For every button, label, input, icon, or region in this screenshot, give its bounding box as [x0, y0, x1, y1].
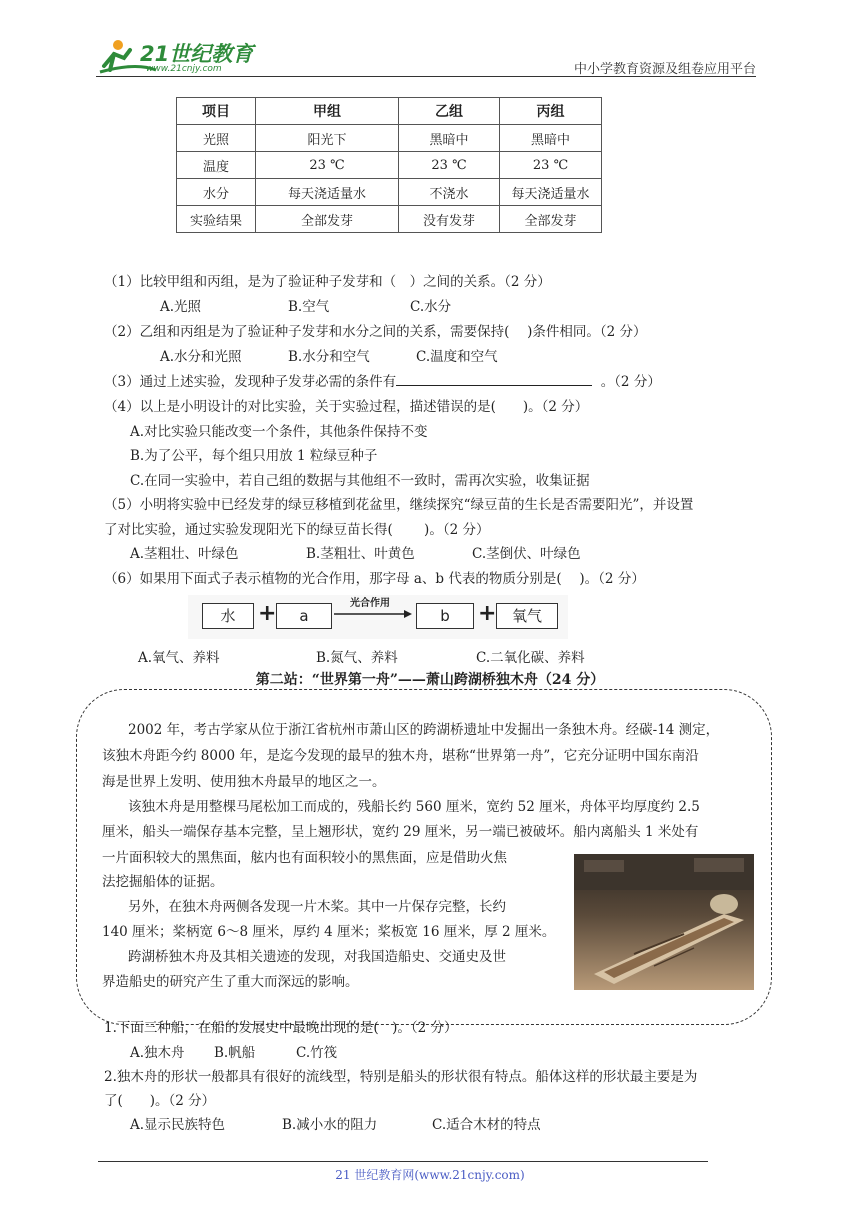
table-cell: 光照: [177, 125, 256, 152]
formula-box-b: b: [416, 603, 474, 629]
section2-question-2-stem-line2: 了( )。（2 分）: [104, 1093, 216, 1109]
q5-option-a[interactable]: A.茎粗壮、叶绿色: [130, 546, 239, 562]
table-cell: 没有发芽: [399, 206, 500, 233]
logo-url: www.21cnjy.com: [146, 64, 222, 74]
passage-line: 2002 年，考古学家从位于浙江省杭州市萧山区的跨湖桥遗址中发掘出一条独木舟。经碳-14 测定，: [128, 722, 720, 738]
table-row: [177, 206, 602, 233]
q5-option-b[interactable]: B.茎粗壮、叶黄色: [306, 546, 415, 562]
footer-text[interactable]: 21 世纪教育网(www.21cnjy.com): [335, 1168, 525, 1182]
question-5-stem-line2: 了对比实验，通过实验发现阳光下的绿豆苗长得( )。（2 分）: [104, 522, 490, 538]
q1-option-b[interactable]: B.空气: [288, 299, 330, 315]
q2-option-b[interactable]: B.水分和空气: [288, 349, 370, 365]
formula-box-a: a: [276, 603, 332, 629]
q1-option-c[interactable]: C.水分: [410, 299, 452, 315]
s2q1-option-c[interactable]: C.竹筏: [296, 1045, 338, 1061]
s2q1-option-b[interactable]: B.帆船: [214, 1045, 256, 1061]
passage-line: 一片面积较大的黑焦面，舷内也有面积较小的黑焦面，应是借助火焦: [102, 850, 507, 866]
question-5-stem-line1: （5）小明将实验中已经发芽的绿豆移植到花盆里，继续探究“绿豆苗的生长是否需要阳光”，并设置: [104, 497, 694, 513]
table-row: [177, 152, 602, 179]
passage-line: 厘米，船头一端保存基本完整，呈上翘形状，宽约 29 厘米，另一端已被破坏。船内离船头 1 米处有: [102, 824, 699, 840]
passage-line: 跨湖桥独木舟及其相关遗迹的发现，对我国造船史、交通史及世: [128, 949, 506, 965]
table-cell: 黑暗中: [399, 125, 500, 152]
table-cell: 黑暗中: [500, 125, 602, 152]
s2q2-option-c[interactable]: C.适合木材的特点: [432, 1117, 541, 1133]
section-2-title: 第二站：“世界第一舟”——萧山跨湖桥独木舟（24 分）: [255, 672, 605, 688]
table-cell: 每天浇适量水: [500, 179, 602, 206]
table-cell: 全部发芽: [500, 206, 602, 233]
formula-box-oxygen: 氧气: [496, 603, 558, 629]
q2-option-a[interactable]: A.水分和光照: [160, 349, 242, 365]
s2q2-option-a[interactable]: A.显示民族特色: [130, 1117, 226, 1133]
question-3-stem: （3）通过上述实验，发现种子发芽必需的条件有: [104, 374, 397, 390]
table-header-cell: 项目: [177, 98, 256, 125]
plus-icon: +: [258, 601, 277, 626]
platform-name: 中小学教育资源及组卷应用平台: [573, 62, 756, 77]
q1-option-a[interactable]: A.光照: [160, 299, 202, 315]
table-cell: 不浇水: [399, 179, 500, 206]
s2q1-option-a[interactable]: A.独木舟: [130, 1045, 185, 1061]
table-row: [177, 125, 602, 152]
table-cell: 23 ℃: [399, 152, 500, 179]
passage-line: 另外，在独木舟两侧各发现一片木桨。其中一片保存完整，长约: [128, 899, 506, 915]
table-header-row: [177, 98, 602, 125]
experiment-table: [176, 97, 602, 233]
q2-option-c[interactable]: C.温度和空气: [416, 349, 498, 365]
passage-line: 法挖掘船体的证据。: [102, 874, 224, 890]
q6-option-b[interactable]: B.氮气、养料: [316, 650, 398, 666]
table-row: [177, 179, 602, 206]
table-cell: 实验结果: [177, 206, 256, 233]
s2q2-option-b[interactable]: B.减小水的阻力: [282, 1117, 378, 1133]
logo-text: 21世纪教育: [140, 42, 254, 66]
q5-option-c[interactable]: C.茎倒伏、叶绿色: [472, 546, 581, 562]
arrow-right-icon: [334, 609, 412, 619]
table-header-cell: 甲组: [256, 98, 399, 125]
answer-blank[interactable]: [396, 371, 592, 386]
footer-divider: [98, 1161, 708, 1162]
table-cell: 每天浇适量水: [256, 179, 399, 206]
plus-icon: +: [478, 601, 497, 626]
photosynthesis-formula: [188, 595, 568, 639]
section2-question-2-stem-line1: 2.独木舟的形状一般都具有很好的流线型，特别是船头的形状很有特点。船体这样的形状最主要是为: [104, 1069, 698, 1085]
table-cell: 23 ℃: [500, 152, 602, 179]
header-divider: [96, 76, 756, 77]
table-cell: 23 ℃: [256, 152, 399, 179]
table-header-cell: 丙组: [500, 98, 602, 125]
canoe-photo: [574, 854, 754, 990]
table-cell: 水分: [177, 179, 256, 206]
q6-option-a[interactable]: A.氧气、养料: [138, 650, 220, 666]
passage-line: 海是世界上发明、使用独木舟最早的地区之一。: [102, 774, 386, 790]
passage-line: 140 厘米；桨柄宽 6～8 厘米，厚约 4 厘米；桨板宽 16 厘米，厚 2 厘米。: [102, 924, 556, 940]
canoe-image: [574, 854, 754, 990]
formula-box-water: 水: [202, 603, 254, 629]
question-6-stem: （6）如果用下面式子表示植物的光合作用，那字母 a、b 代表的物质分别是( )。（2 分）: [104, 571, 645, 587]
q4-option-c[interactable]: C.在同一实验中，若自己组的数据与其他组不一致时，需再次实验，收集证据: [130, 473, 590, 489]
question-3-suffix: 。（2 分）: [600, 374, 661, 390]
question-3: [104, 370, 661, 390]
table-cell: 温度: [177, 152, 256, 179]
question-2-stem: （2）乙组和丙组是为了验证种子发芽和水分之间的关系，需要保持( )条件相同。（2 分）: [104, 324, 647, 340]
q4-option-a[interactable]: A.对比实验只能改变一个条件，其他条件保持不变: [130, 424, 428, 440]
table-cell: 阳光下: [256, 125, 399, 152]
passage-line: 该独木舟是用整棵马尾松加工而成的，残船长约 560 厘米，宽约 52 厘米，舟体平均厚度约 2.5: [128, 799, 700, 815]
question-1-stem: （1）比较甲组和丙组，是为了验证种子发芽和（ ）之间的关系。（2 分）: [104, 274, 551, 290]
question-4-stem: （4）以上是小明设计的对比实验，关于实验过程，描述错误的是( )。（2 分）: [104, 399, 589, 415]
table-header-cell: 乙组: [399, 98, 500, 125]
passage-line: 该独木舟距今约 8000 年，是迄今发现的最早的独木舟，堪称“世界第一舟”，它充分证明中国东南沿: [102, 748, 699, 764]
q6-option-c[interactable]: C.二氧化碳、养料: [476, 650, 585, 666]
table-cell: 全部发芽: [256, 206, 399, 233]
passage-line: 界造船史的研究产生了重大而深远的影响。: [102, 974, 359, 990]
section2-question-1-stem: 1.下面三种船，在船的发展史中最晚出现的是( )。（2 分）: [104, 1020, 458, 1036]
arrow-label: 光合作用: [350, 598, 390, 609]
q4-option-b[interactable]: B.为了公平，每个组只用放 1 粒绿豆种子: [130, 448, 378, 464]
